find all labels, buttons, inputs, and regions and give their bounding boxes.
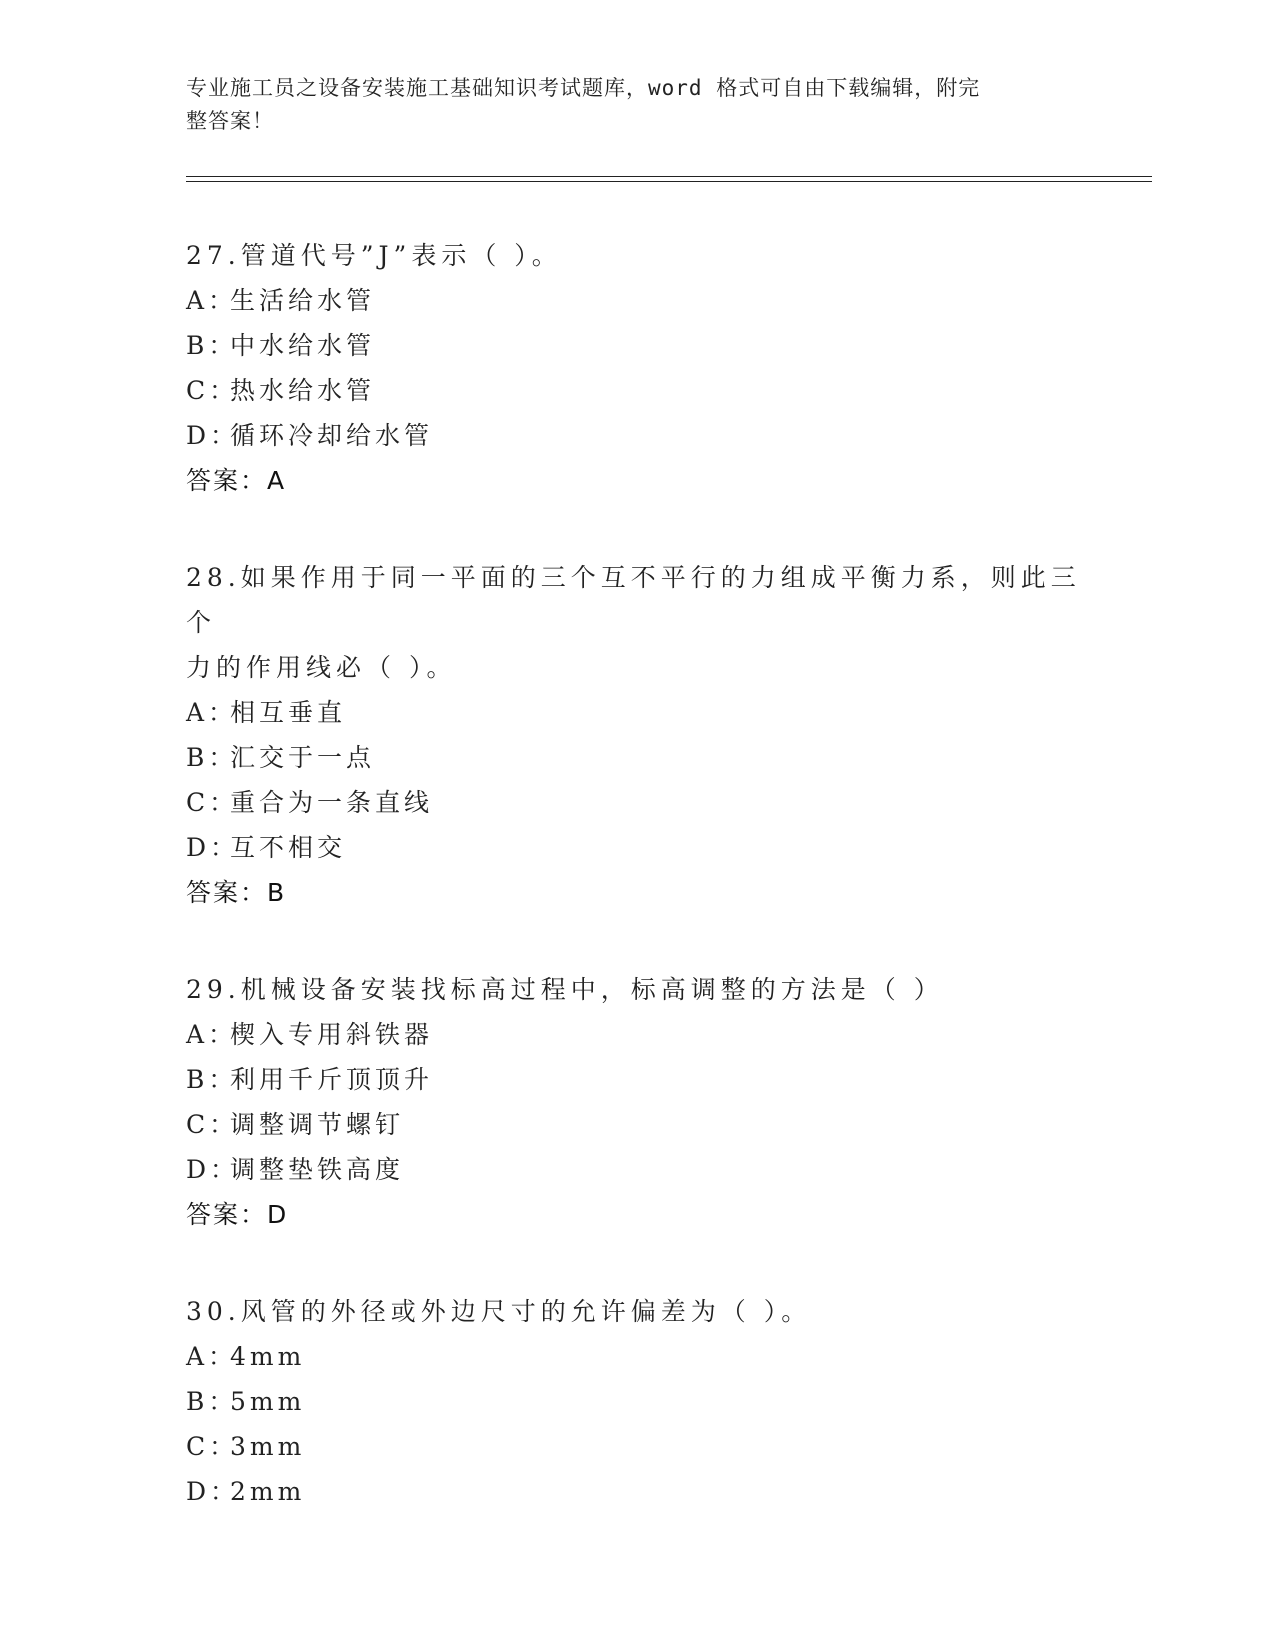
option-letter: C： bbox=[186, 1110, 239, 1139]
option-text: 4mm bbox=[230, 1342, 306, 1371]
option-letter: D： bbox=[186, 1155, 240, 1184]
option-b bbox=[186, 735, 1086, 780]
option-letter: B： bbox=[186, 1065, 238, 1094]
option-text: 相互垂直 bbox=[230, 698, 347, 727]
option-a bbox=[186, 690, 1086, 735]
option-letter: A： bbox=[186, 286, 238, 315]
option-letter: C： bbox=[186, 376, 239, 405]
header-divider-top bbox=[186, 176, 1152, 177]
option-text: 调整垫铁高度 bbox=[230, 1155, 405, 1184]
option-c bbox=[186, 780, 1086, 825]
option-c bbox=[186, 368, 1086, 413]
option-text: 生活给水管 bbox=[230, 286, 376, 315]
option-text: 中水给水管 bbox=[230, 331, 376, 360]
header-divider-bottom bbox=[186, 181, 1152, 182]
option-letter: D： bbox=[186, 833, 240, 862]
question-27 bbox=[186, 233, 1086, 503]
option-text: 3mm bbox=[230, 1432, 306, 1461]
option-a bbox=[186, 1334, 1086, 1379]
question-stem: 27.管道代号”J”表示（ ）。 bbox=[186, 241, 562, 270]
option-letter: A： bbox=[186, 1342, 238, 1371]
question-stem-line-2: 力的作用线必（ ）。 bbox=[186, 653, 457, 682]
option-c bbox=[186, 1102, 1086, 1147]
question-stem: 30.风管的外径或外边尺寸的允许偏差为（ ）。 bbox=[186, 1297, 812, 1326]
question-list bbox=[186, 233, 1086, 1514]
option-text: 循环冷却给水管 bbox=[230, 421, 434, 450]
option-text: 楔入专用斜铁器 bbox=[230, 1020, 434, 1049]
option-b bbox=[186, 323, 1086, 368]
answer-text: 答案：A bbox=[186, 466, 287, 495]
answer-text: 答案：D bbox=[186, 1200, 289, 1229]
option-letter: C： bbox=[186, 1432, 239, 1461]
option-letter: B： bbox=[186, 743, 238, 772]
option-d bbox=[186, 1147, 1086, 1192]
option-text: 热水给水管 bbox=[230, 376, 376, 405]
option-text: 汇交于一点 bbox=[230, 743, 376, 772]
option-a bbox=[186, 1012, 1086, 1057]
option-text: 利用千斤顶顶升 bbox=[230, 1065, 434, 1094]
option-text: 重合为一条直线 bbox=[230, 788, 434, 817]
option-letter: C： bbox=[186, 788, 239, 817]
question-stem-line-1: 28.如果作用于同一平面的三个互不平行的力组成平衡力系，则此三个 bbox=[186, 563, 1081, 637]
option-d bbox=[186, 413, 1086, 458]
option-b bbox=[186, 1057, 1086, 1102]
option-letter: A： bbox=[186, 698, 238, 727]
option-c bbox=[186, 1424, 1086, 1469]
option-text: 5mm bbox=[230, 1387, 306, 1416]
option-b bbox=[186, 1379, 1086, 1424]
header-title-line-1: 专业施工员之设备安装施工基础知识考试题库，word 格式可自由下载编辑，附完 bbox=[186, 76, 981, 100]
question-29 bbox=[186, 967, 1086, 1237]
option-text: 2mm bbox=[230, 1477, 306, 1506]
question-stem: 29.机械设备安装找标高过程中，标高调整的方法是（ ） bbox=[186, 975, 944, 1004]
option-letter: A： bbox=[186, 1020, 238, 1049]
answer-text: 答案：B bbox=[186, 878, 287, 907]
option-d bbox=[186, 1469, 1086, 1514]
header-title-line-2: 整答案！ bbox=[186, 109, 274, 133]
option-letter: B： bbox=[186, 331, 238, 360]
question-28 bbox=[186, 555, 1086, 915]
option-a bbox=[186, 278, 1086, 323]
document-header bbox=[186, 72, 1066, 138]
option-text: 互不相交 bbox=[230, 833, 347, 862]
option-letter: D： bbox=[186, 421, 240, 450]
option-letter: B： bbox=[186, 1387, 238, 1416]
option-letter: D： bbox=[186, 1477, 240, 1506]
option-text: 调整调节螺钉 bbox=[230, 1110, 405, 1139]
question-30 bbox=[186, 1289, 1086, 1514]
option-d bbox=[186, 825, 1086, 870]
